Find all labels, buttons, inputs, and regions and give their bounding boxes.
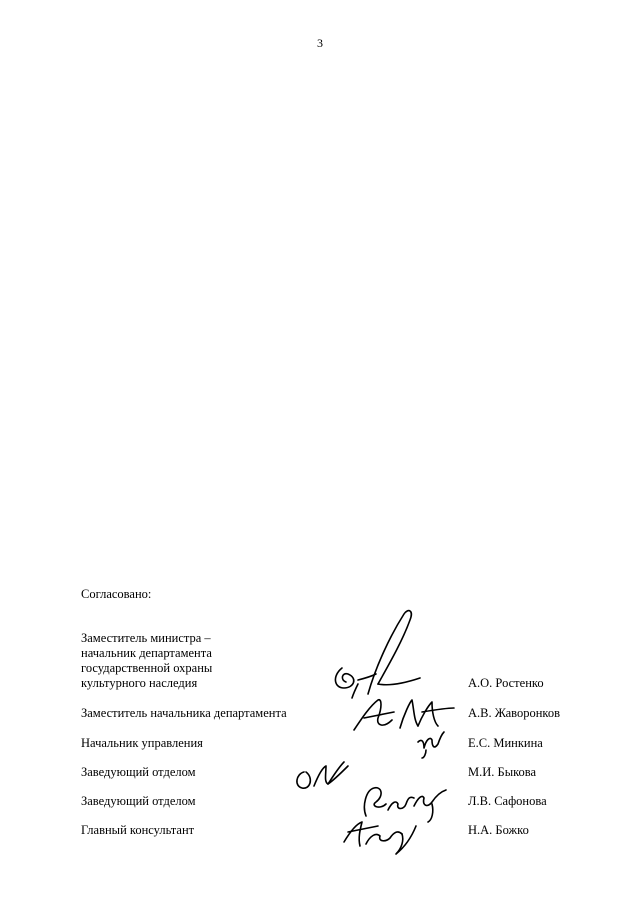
- signatory-position: Начальник управления: [81, 736, 203, 750]
- signatory-name: Н.А. Божко: [468, 823, 529, 837]
- signature-bykova: [290, 756, 356, 796]
- signatory-position: Заведующий отделом: [81, 765, 196, 779]
- signature-minkina: [414, 728, 450, 760]
- signatory-name: Л.В. Сафонова: [468, 794, 547, 808]
- signatory-row: [81, 794, 581, 809]
- signatory-name: М.И. Быкова: [468, 765, 537, 779]
- signatory-position: Заведующий отделом: [81, 794, 196, 808]
- signatory-row: [81, 823, 581, 838]
- page-number: 3: [317, 36, 323, 50]
- signatory-position: Главный консультант: [81, 823, 195, 837]
- signatory-position: Заместитель начальника департамента: [81, 706, 287, 720]
- signatory-name: А.В. Жаворонков: [468, 706, 561, 720]
- signatory-position: Заместитель министра – начальник департамента государственной охраны культурного наследия: [81, 631, 213, 690]
- signature-rostenko: [328, 606, 438, 706]
- signatory-row: [81, 706, 581, 721]
- signatory-name: Е.С. Минкина: [468, 736, 543, 750]
- signature-bozhko: [336, 812, 422, 856]
- signatory-row: [81, 736, 581, 751]
- signatory-name: А.О. Ростенко: [468, 676, 544, 690]
- agreed-label: Согласовано:: [81, 587, 152, 601]
